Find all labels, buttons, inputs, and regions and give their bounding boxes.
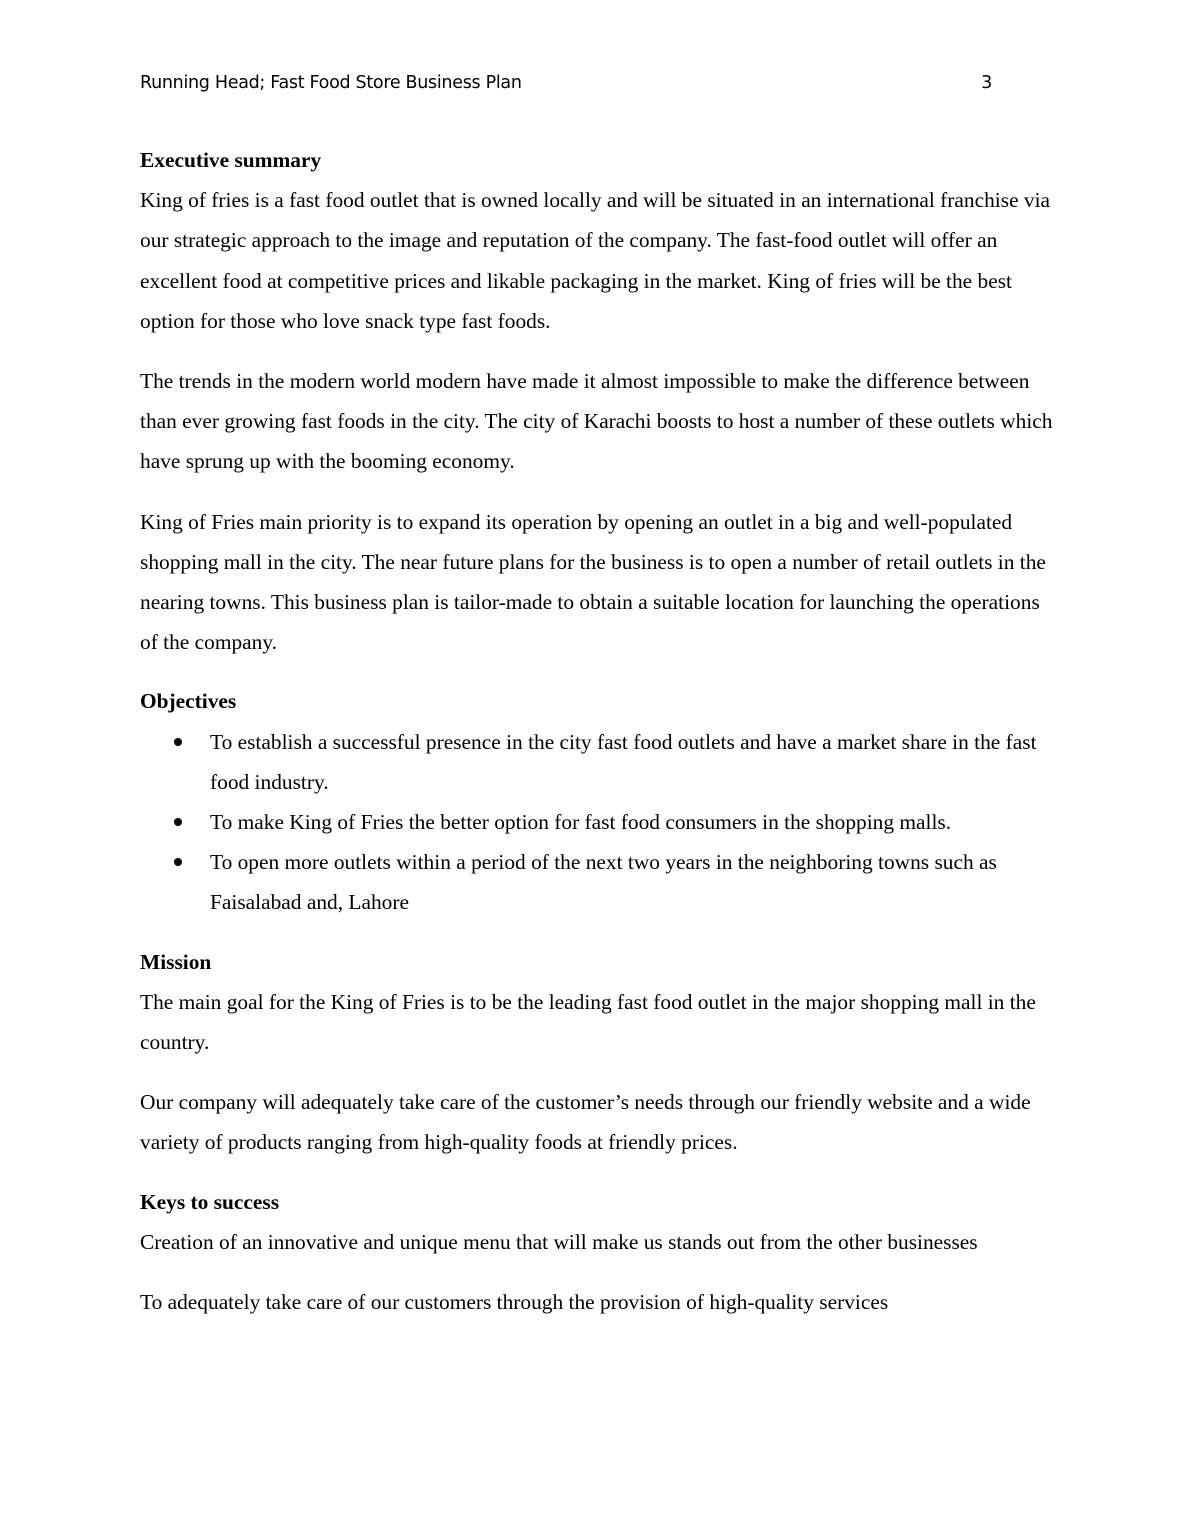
executive-summary-paragraph: King of fries is a fast food outlet that is owned locally and will be situated in an international franchise via our strategic approach to the image and reputation of the company. The fast-food outlet will offer an excellent food at competitive prices and likable packaging in the market. King of fries will be the best option for those who love snack type fast foods. [140, 188, 1051, 333]
objectives-list [140, 722, 1058, 923]
objective-list-item [140, 722, 1058, 802]
keys-to-success-paragraph: Creation of an innovative and unique menu that will make us stands out from the other businesses [140, 1229, 978, 1254]
mission-paragraph: The main goal for the King of Fries is to be the leading fast food outlet in the major shopping mall in the country. [140, 989, 1036, 1055]
objective-list-item [140, 842, 1058, 922]
page-number: 3 [981, 73, 992, 93]
executive-summary-paragraph: The trends in the modern world modern have made it almost impossible to make the difference between than ever growing fast foods in the city. The city of Karachi boosts to host a number of these outlets which have sprung up with the booming economy. [140, 369, 1053, 474]
bullet-icon [174, 858, 182, 866]
objective-list-item [140, 802, 1058, 842]
keys-to-success-section [140, 1182, 1058, 1323]
bullet-icon [174, 738, 182, 746]
document-body [140, 140, 1058, 1342]
bullet-icon [174, 818, 182, 826]
mission-section [140, 942, 1058, 1163]
objectives-heading: Objectives [140, 689, 237, 714]
objective-text: To open more outlets within a period of the next two years in the neighboring towns such as Faisalabad and, Lahore [210, 850, 997, 915]
keys-to-success-paragraph: To adequately take care of our customers through the provision of high-quality services [140, 1290, 889, 1315]
objective-text: To establish a successful presence in the city fast food outlets and have a market share in the fast food industry. [210, 729, 1037, 794]
executive-summary-section [140, 140, 1058, 662]
running-head: Running Head; Fast Food Store Business Plan [140, 73, 522, 93]
keys-to-success-heading: Keys to success [140, 1189, 280, 1214]
objectives-section [140, 681, 1058, 922]
mission-paragraph: Our company will adequately take care of the customer’s needs through our friendly website and a wide variety of products ranging from high-quality foods at friendly prices. [140, 1090, 1031, 1155]
executive-summary-paragraph: King of Fries main priority is to expand its operation by opening an outlet in a big and well-populated shopping mall in the city. The near future plans for the business is to open a number of retail outlets in the nearing towns. This business plan is tailor-made to obtain a suitable location for launching the operations of the company. [140, 509, 1046, 655]
executive-summary-heading: Executive summary [140, 148, 322, 172]
mission-heading: Mission [140, 949, 212, 974]
objective-text: To make King of Fries the better option for fast food consumers in the shopping malls. [210, 810, 952, 835]
